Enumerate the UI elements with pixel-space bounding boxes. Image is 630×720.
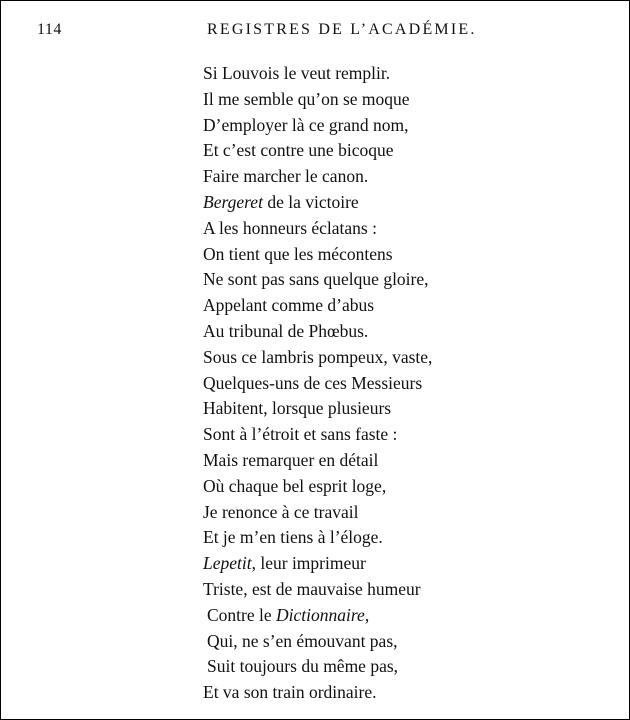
- verse-text: A les honneurs éclatans :: [203, 217, 377, 238]
- verse-line: [203, 371, 563, 397]
- verse-line: [203, 474, 563, 500]
- verse-line: [203, 293, 563, 319]
- verse-text: Au tribunal de Phœbus.: [203, 320, 369, 341]
- verse-text: Sont à l’étroit et sans faste :: [203, 424, 398, 445]
- verse-text: Mais remarquer en détail: [203, 449, 379, 470]
- verse-text: Ne sont pas sans quelque gloire,: [203, 269, 429, 290]
- verse-text: Triste, est de mauvaise humeur: [203, 578, 421, 599]
- verse-line: [203, 319, 563, 345]
- verse-line: [203, 138, 563, 164]
- verse-line: [203, 190, 563, 216]
- verse-text-tail: ,: [364, 604, 370, 625]
- verse-line: [203, 164, 563, 190]
- verse-italic-text: Dictionnaire: [276, 604, 365, 625]
- verse-line: [203, 448, 563, 474]
- poem-verse-block: [203, 61, 563, 706]
- verse-text: Faire marcher le canon.: [203, 166, 369, 187]
- verse-text: On tient que les mécontens: [203, 243, 393, 264]
- verse-line: [203, 113, 563, 139]
- verse-text: Quelques-uns de ces Messieurs: [203, 372, 423, 393]
- verse-text: Il me semble qu’on se moque: [203, 88, 410, 109]
- verse-line: [203, 525, 563, 551]
- verse-text-tail: de la victoire: [262, 191, 359, 212]
- verse-text: Et va son train ordinaire.: [203, 682, 377, 703]
- verse-italic-text: Lepetit: [203, 553, 252, 574]
- verse-text: Habitent, lorsque plusieurs: [203, 398, 392, 419]
- verse-text: Qui, ne s’en émouvant pas,: [207, 630, 398, 651]
- verse-text: Contre le: [207, 604, 277, 625]
- verse-line: [203, 629, 563, 655]
- verse-line: [203, 654, 563, 680]
- verse-line: [203, 396, 563, 422]
- verse-line: [203, 61, 563, 87]
- running-title: REGISTRES DE L’ACADÉMIE.: [207, 21, 477, 38]
- verse-text: Appelant comme d’abus: [203, 295, 375, 316]
- verse-text: Suit toujours du même pas,: [207, 656, 399, 677]
- verse-line: [203, 551, 563, 577]
- verse-text: D’employer là ce grand nom,: [203, 114, 409, 135]
- verse-text: Si Louvois le veut remplir.: [203, 63, 391, 83]
- verse-line: [203, 345, 563, 371]
- verse-line: [203, 87, 563, 113]
- verse-text: Et c’est contre une bicoque: [203, 140, 394, 161]
- verse-line: [203, 267, 563, 293]
- verse-text: Où chaque bel esprit loge,: [203, 475, 387, 496]
- verse-italic-text: Bergeret: [203, 191, 263, 212]
- verse-text: Sous ce lambris pompeux, vaste,: [203, 346, 433, 367]
- verse-line: [203, 500, 563, 526]
- page-number: 114: [37, 21, 62, 38]
- verse-line: [203, 577, 563, 603]
- verse-text: Je renonce à ce travail: [203, 501, 359, 522]
- verse-line: [203, 603, 563, 629]
- verse-line: [203, 242, 563, 268]
- verse-text: Et je m’en tiens à l’éloge.: [203, 527, 383, 548]
- verse-line: [203, 680, 563, 706]
- verse-text-tail: , leur imprimeur: [251, 553, 366, 574]
- verse-line: [203, 422, 563, 448]
- verse-line: [203, 216, 563, 242]
